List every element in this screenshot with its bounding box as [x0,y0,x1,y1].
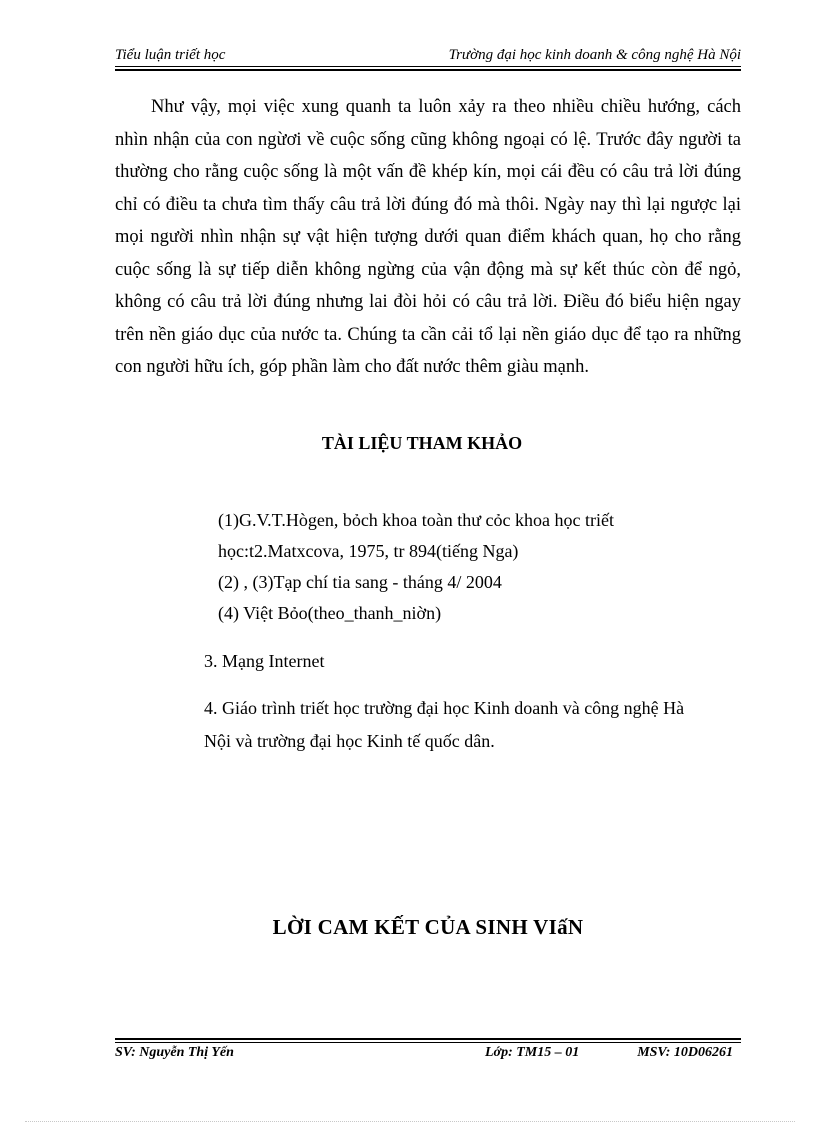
footer-student-name: SV: Nguyễn Thị Yến [115,1045,234,1060]
commitment-heading: LỜI CAM KẾT CỦA SINH VIấN [272,915,584,939]
header-subject: Tiểu luận triết học [115,47,226,63]
header-rule-double [115,69,741,71]
reference-textbook-line: 4. Giáo trình triết học trường đại học Kinh doanh và công nghệ Hà [204,698,685,718]
footer-student-id: MSV: 10D06261 [637,1045,733,1060]
reference-internet: 3. Mạng Internet [204,651,325,671]
header-university: Trường đại học kinh doanh & công nghệ Hà Nội [448,47,741,63]
references-heading: TÀI LIỆU THAM KHẢO [321,433,523,453]
footer-rule-double [115,1038,741,1040]
references-list [218,505,688,629]
footer-rule [115,1042,741,1043]
header-rule [115,66,741,67]
body-paragraph: Như vậy, mọi việc xung quanh ta luôn xảy ra theo nhiều chiều hướng, cách nhìn nhận của con ngừơi về cuộc sống cũng không ngoại có lệ. Trước đây người ta thường cho rằng cuộc sống là một vấn đề khép kín, mọi cái đều có câu trả lời đúng chỉ có điều ta chưa tìm thấy câu trả lời đúng đó mà thôi. Ngày nay thì lại ngược lại mọi người nhìn nhận sự vật hiện tượng dưới quan điểm khách quan, họ cho rằng cuộc sống là sự tiếp diễn không ngừng của vận động mà sự kết thúc còn để ngỏ, không có câu trả lời đúng nhưng lai đòi hỏi có câu trả lời. Điều đó biểu hiện ngay trên nền giáo dục của nước ta. Chúng ta cần cải tổ lại nền giáo dục để tạo ra những con người hữu ích, góp phần làm cho đất nước thêm giàu mạnh. [115,97,741,377]
reference-line: (1)G.V.T.Hògen, bỏch khoa toàn thư cỏc khoa học triết [218,510,614,530]
reference-textbook [204,692,734,758]
reference-textbook-line: Nội và trường đại học Kinh tế quốc dân. [204,731,495,751]
reference-line: (4) Việt Bỏo(theo_thanh_niờn) [218,603,442,623]
reference-line: học:t2.Matxcova, 1975, tr 894(tiếng Nga) [218,541,519,561]
footer-class: Lớp: TM15 – 01 [485,1045,580,1060]
page-bottom-edge [25,1121,795,1122]
reference-line: (2) , (3)Tạp chí tia sang - tháng 4/ 2004 [218,572,502,592]
